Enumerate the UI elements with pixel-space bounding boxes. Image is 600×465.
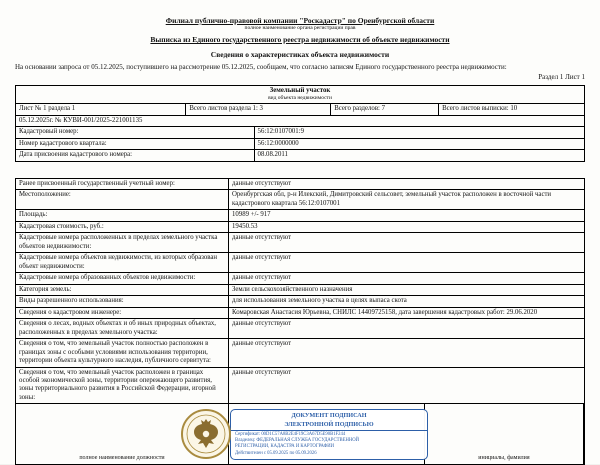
sheet-info-row	[16, 104, 584, 115]
row-label: Кадастровая стоимость, руб.:	[16, 222, 229, 232]
table-row	[16, 190, 584, 210]
row-label: Кадастровые номера расположенных в пределах земельного участка объектов недвижимости:	[16, 233, 229, 252]
section-page-label: Раздел 1 Лист 1	[538, 73, 585, 81]
object-type-caption: вид объекта недвижимости	[268, 95, 332, 102]
table-row	[16, 179, 584, 190]
table-row	[16, 319, 584, 339]
row-value: 56:12:0107001:9	[257, 128, 304, 136]
row-value: 56:12:0000000	[257, 139, 299, 147]
row-value: данные отсутствуют	[232, 340, 292, 348]
row-label: Ранее присвоенный государственный учетный номер:	[16, 179, 229, 189]
details-table	[15, 178, 585, 465]
table-row	[16, 150, 584, 161]
request-number: 05.12.2025г. № КУВИ-001/2025-221001135	[19, 116, 143, 124]
stamp-certificate: Сертификат: 00D1C57A8B2E4F19C3A67D5E90B1F244	[235, 431, 346, 437]
table-row	[16, 296, 584, 307]
table-row	[16, 127, 584, 138]
row-value: данные отсутствуют	[232, 234, 292, 242]
row-value: данные отсутствуют	[232, 320, 292, 328]
table-row	[16, 253, 584, 273]
sheet-info-col2: Всего листов раздела 1: 3	[186, 104, 331, 114]
stamp-owner-line2: РЕГИСТРАЦИИ, КАДАСТРА И КАРТОГРАФИИ	[235, 444, 335, 450]
object-type-row	[16, 86, 584, 104]
table-row	[16, 368, 584, 405]
sheet-info-col1: Лист № 1 раздела 1	[16, 104, 186, 114]
sheet-info-col3: Всего разделов: 7	[331, 104, 439, 114]
table-row	[16, 233, 584, 253]
request-number-row	[16, 116, 584, 127]
row-label: Площадь:	[16, 210, 229, 220]
row-label: Сведения о том, что земельный участок полностью расположен в границах зоны с особыми условиями использования территории, территории объекта культурного наследия, публичного сервитута:	[16, 339, 229, 366]
row-value: 08.08.2011	[257, 151, 288, 159]
row-label: Сведения о том, что земельный участок расположен в границах особой экономической зоны, территории опережающего развития, зоны территориального развития в Российской Федерации, игорной зоны:	[16, 368, 229, 404]
row-value: Земли сельскохозяйственного назначения	[232, 285, 353, 293]
section-title: Сведения о характеристиках объекта недвижимости	[210, 50, 390, 59]
row-label: Категория земель:	[16, 285, 229, 295]
row-value: данные отсутствуют	[232, 179, 292, 187]
position-title-caption: полное наименование должности	[16, 404, 229, 464]
table-row	[16, 139, 584, 150]
table-row	[16, 339, 584, 367]
row-value: Оренбургская обл, р-н Илекский, Димитровский сельсовет, земельный участок расположен в восточной части кадастрового квартала 56:12:0107001	[232, 191, 552, 207]
digital-signature-stamp	[230, 409, 428, 460]
row-value: 10989 +/- 917	[232, 211, 271, 219]
document-header	[15, 16, 585, 81]
row-label: Сведения о лесах, водных объектах и об иных природных объектах, расположенных в пределах земельного участка:	[16, 319, 229, 338]
initials-caption: инициалы, фамилия	[425, 404, 584, 464]
row-value: Комаровская Анастасия Юрьевна, СНИЛС 14409725158, дата завершения кадастровых работ: 29.06.2020	[232, 308, 538, 316]
row-label: Кадастровые номера объектов недвижимости, из которых образован объект недвижимости:	[16, 253, 229, 272]
table-row	[16, 285, 584, 296]
object-type: Земельный участок	[269, 87, 331, 94]
table-row	[16, 273, 584, 284]
stamp-title-line2: ЭЛЕКТРОННОЙ ПОДПИСЬЮ	[284, 420, 374, 428]
row-label: Номер кадастрового квартала:	[16, 139, 255, 149]
request-line: На основании запроса от 05.12.2025, поступившего на рассмотрение 05.12.2025, сообщаем, что согласно записям Единого государственного реестра недвижимости:	[15, 63, 507, 71]
row-value: данные отсутствуют	[232, 254, 292, 262]
row-value: для использования земельного участка в целях выпаса скота	[232, 297, 407, 305]
stamp-owner-line1: Владелец: ФЕДЕРАЛЬНАЯ СЛУЖБА ГОСУДАРСТВЕННОЙ	[235, 437, 359, 443]
doc-title: Выписка из Единого государственного реестра недвижимости об объекте недвижимости	[150, 35, 450, 44]
row-value: данные отсутствуют	[232, 368, 292, 376]
signature-row	[16, 404, 584, 465]
row-label: Виды разрешенного использования:	[16, 296, 229, 306]
row-label: Дата присвоения кадастрового номера:	[16, 150, 255, 160]
row-label: Кадастровый номер:	[16, 127, 255, 137]
section-gap	[15, 162, 585, 174]
stamp-title-line1: ДОКУМЕНТ ПОДПИСАН	[291, 412, 367, 420]
stamp-validity: Действителен с 05.09.2025 по 05.09.2026	[235, 450, 317, 456]
coat-of-arms-emblem	[180, 408, 232, 463]
table-row	[16, 222, 584, 233]
row-label: Кадастровые номера образованных объектов недвижимости:	[16, 273, 229, 283]
object-summary-table	[15, 85, 585, 162]
table-row	[16, 210, 584, 221]
sheet-info-col4: Всего листов выписки: 10	[442, 105, 518, 113]
row-label: Местоположение:	[16, 190, 229, 209]
row-value: 19450.53	[232, 222, 258, 230]
table-row	[16, 308, 584, 319]
row-value: данные отсутствуют	[232, 274, 292, 282]
org-name: Филиал публично-правовой компании "Роскадастр" по Оренбургской области	[165, 16, 435, 25]
org-name-caption: полное наименование органа регистрации прав	[244, 25, 356, 31]
row-label: Сведения о кадастровом инженере:	[16, 308, 229, 318]
